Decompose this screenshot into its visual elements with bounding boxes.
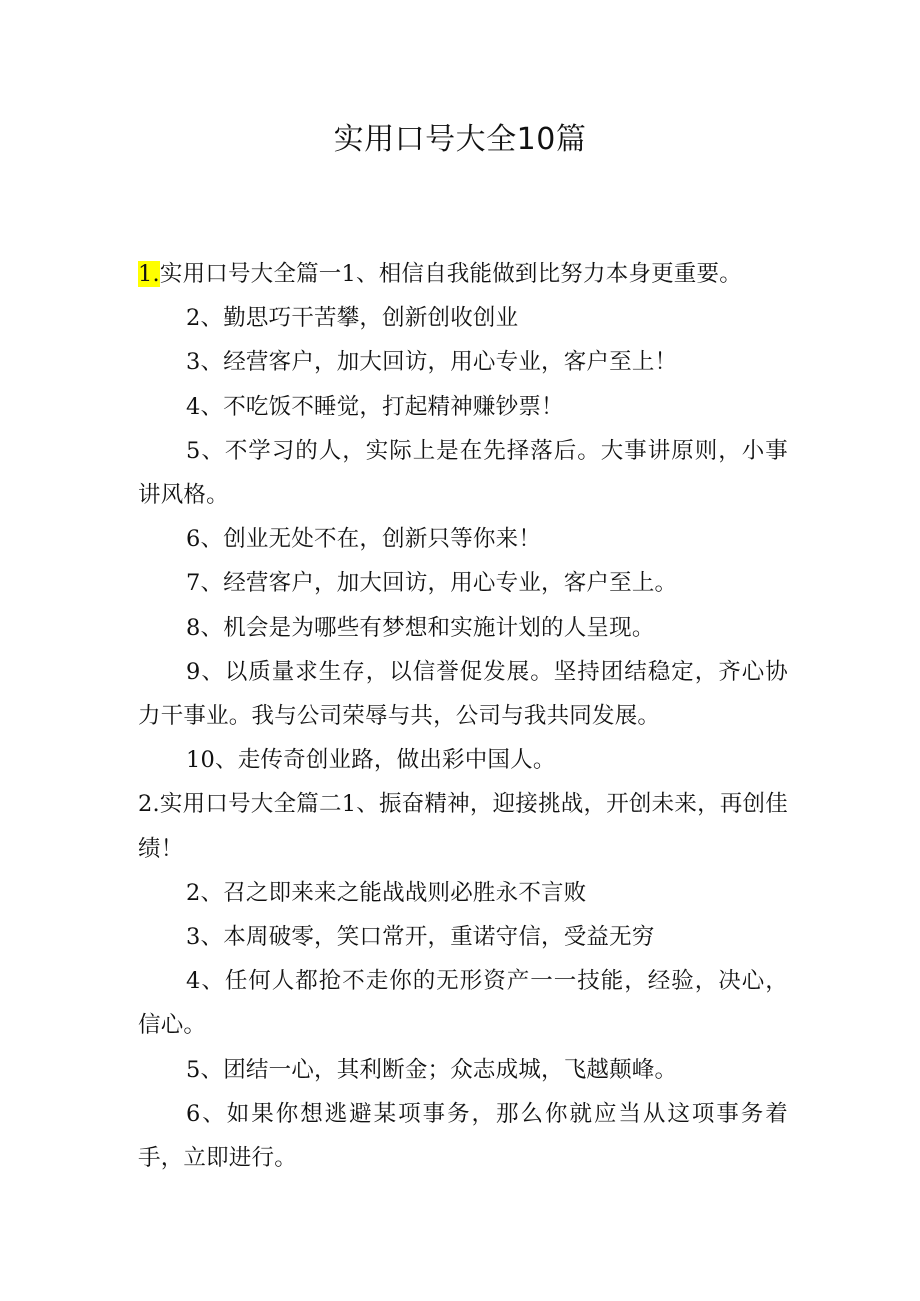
paragraph xyxy=(138,252,788,296)
paragraph xyxy=(138,517,788,561)
paragraph xyxy=(138,915,788,959)
paragraph xyxy=(138,606,788,650)
paragraph xyxy=(138,959,788,1047)
highlight-marker: 1. xyxy=(138,261,160,287)
paragraph xyxy=(138,782,788,870)
paragraph-text: 6、创业无处不在，创新只等你来！ xyxy=(186,526,542,553)
paragraph-text: 5、不学习的人，实际上是在先择落后。大事讲原则，小事讲风格。 xyxy=(138,437,788,509)
paragraph-text: 4、不吃饭不睡觉，打起精神赚钞票！ xyxy=(186,393,564,420)
paragraph xyxy=(138,1092,788,1180)
paragraph-text: 5、团结一心，其利断金；众志成城，飞越颠峰。 xyxy=(186,1056,678,1083)
paragraph-text: 6、如果你想逃避某项事务，那么你就应当从这项事务着手，立即进行。 xyxy=(138,1100,788,1172)
paragraph xyxy=(138,429,788,517)
paragraph xyxy=(138,340,788,384)
paragraph xyxy=(138,296,788,340)
document-body xyxy=(138,252,788,1180)
paragraph xyxy=(138,738,788,782)
paragraph-text: 实用口号大全篇一1、相信自我能做到比努力本身更重要。 xyxy=(159,261,742,287)
paragraph xyxy=(138,1048,788,1092)
paragraph xyxy=(138,650,788,738)
paragraph xyxy=(138,385,788,429)
paragraph-text: 8、机会是为哪些有梦想和实施计划的人呈现。 xyxy=(186,614,655,641)
paragraph-text: 2、勤思巧干苦攀，创新创收创业 xyxy=(186,305,519,332)
paragraph-text: 4、任何人都抢不走你的无形资产一一技能，经验，决心，信心。 xyxy=(138,968,788,1039)
paragraph-text: 3、经营客户，加大回访，用心专业，客户至上！ xyxy=(186,349,678,376)
document-title: 实用口号大全10篇 xyxy=(333,122,587,157)
paragraph-text: 10、走传奇创业路，做出彩中国人。 xyxy=(186,747,556,774)
paragraph-text: 2.实用口号大全篇二1、振奋精神，迎接挑战，开创未来，再创佳绩！ xyxy=(138,791,788,862)
paragraph-text: 3、本周破零，笑口常开，重诺守信，受益无穷 xyxy=(186,924,655,951)
paragraph xyxy=(138,561,788,605)
paragraph xyxy=(138,871,788,915)
paragraph-text: 2、召之即来来之能战战则必胜永不言败 xyxy=(186,879,587,906)
paragraph-text: 9、以质量求生存，以信誉促发展。坚持团结稳定，齐心协力干事业。我与公司荣辱与共，公司与我共同发展。 xyxy=(138,658,788,730)
paragraph-text: 7、经营客户，加大回访，用心专业，客户至上。 xyxy=(186,570,678,597)
